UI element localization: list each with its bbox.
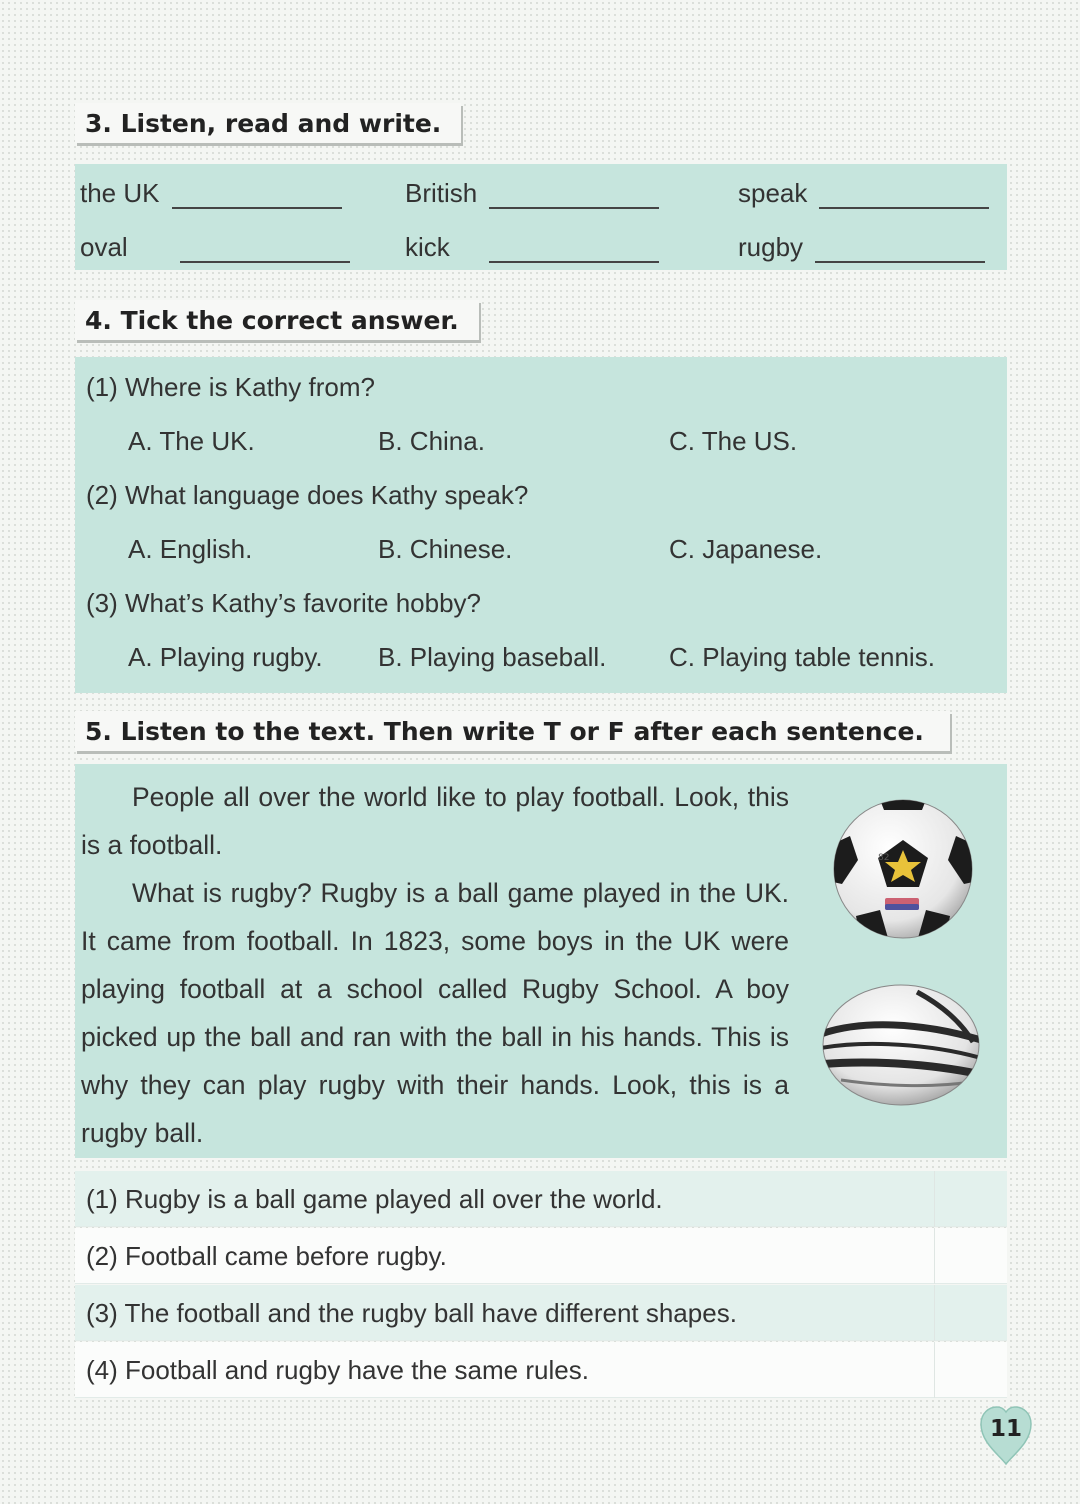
section-4-heading [75,300,479,340]
option-3a[interactable]: A. Playing rugby. [128,642,323,672]
section-4-heading-text: 4. Tick the correct answer. [85,305,459,335]
option-1a[interactable]: A. The UK. [128,426,255,456]
page-number: 11 [989,1416,1022,1442]
passage-paragraph-1: People all over the world like to play football. Look, this is a football. [81,782,789,860]
answer-box-3[interactable] [934,1285,1007,1341]
tf-row-4 [75,1342,1007,1398]
football-label: 82 [878,853,890,863]
option-2c[interactable]: C. Japanese. [669,534,823,564]
write-blank[interactable] [819,185,989,209]
vocabulary-panel [75,164,1007,270]
word-cell [738,232,985,263]
statement-3: (3) The football and the rugby ball have different shapes. [86,1298,737,1328]
write-blank[interactable] [815,239,985,263]
question-1: (1) Where is Kathy from? [86,372,375,402]
word-label: British [405,178,478,208]
section-3-heading [75,103,461,143]
write-blank[interactable] [180,239,350,263]
option-3c[interactable]: C. Playing table tennis. [669,642,935,672]
word-cell [405,232,659,263]
questions-panel [75,357,1007,693]
section-3-heading-text: 3. Listen, read and write. [85,108,442,138]
word-cell [738,178,989,209]
option-1b[interactable]: B. China. [378,426,485,456]
word-label: oval [80,232,128,262]
page-number-badge [978,1404,1034,1466]
word-cell [405,178,659,209]
word-label: the UK [80,178,160,208]
word-cell [80,178,342,209]
answer-box-1[interactable] [934,1171,1007,1227]
section-5-heading [75,711,950,751]
question-3: (3) What’s Kathy’s favorite hobby? [86,588,482,618]
rugby-ball-image [821,982,981,1108]
tf-row-3 [75,1285,1007,1341]
option-1c[interactable]: C. The US. [669,426,798,456]
answer-box-4[interactable] [934,1342,1007,1398]
word-label: kick [405,232,450,262]
football-image [832,798,974,940]
passage-paragraph-2: What is rugby? Rugby is a ball game played in the UK. It came from football. In 1823, some boys in the UK were playing football at a school called Rugby School. A boy picked up the ball and ran with the ball in his hands. This is why they can play rugby with their hands. Look, this is a rugby ball. [81,878,789,1148]
answer-box-2[interactable] [934,1228,1007,1284]
tf-row-2 [75,1228,1007,1284]
option-2a[interactable]: A. English. [128,534,253,564]
statement-2: (2) Football came before rugby. [86,1241,447,1271]
word-cell [80,232,350,263]
option-2b[interactable]: B. Chinese. [378,534,513,564]
write-blank[interactable] [489,185,659,209]
reading-passage [81,773,789,1157]
section-5-heading-text: 5. Listen to the text. Then write T or F after each sentence. [85,716,924,746]
question-2: (2) What language does Kathy speak? [86,480,529,510]
passage-panel [75,764,1007,1158]
word-label: speak [738,178,808,208]
write-blank[interactable] [489,239,659,263]
option-3b[interactable]: B. Playing baseball. [378,642,607,672]
tf-row-1 [75,1171,1007,1227]
word-label: rugby [738,232,804,262]
statement-1: (1) Rugby is a ball game played all over the world. [86,1184,663,1214]
statement-4: (4) Football and rugby have the same rules. [86,1355,589,1385]
write-blank[interactable] [172,185,342,209]
